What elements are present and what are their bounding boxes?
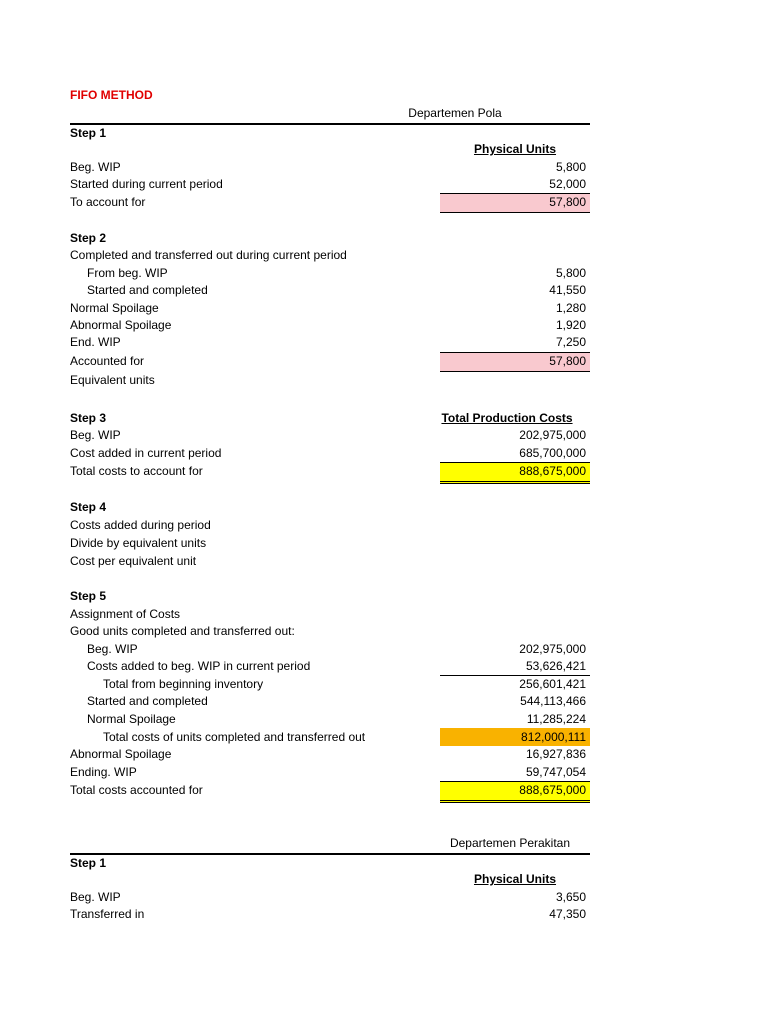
dept2-step1-header-row — [70, 870, 590, 888]
row-value: 202,975,000 — [519, 642, 586, 656]
table-row — [70, 745, 590, 763]
dept1-step3-col-header: Total Production Costs — [441, 411, 573, 425]
row-label: Transferred in — [70, 907, 145, 921]
row-label: Total costs of units completed and transferred out — [103, 730, 366, 744]
table-row — [70, 534, 590, 552]
row-label: Total costs accounted for — [70, 783, 203, 797]
row-label: Total from beginning inventory — [103, 677, 264, 691]
row-value: 1,920 — [555, 318, 586, 332]
row-label: Ending. WIP — [70, 765, 137, 779]
table-row — [70, 333, 590, 351]
dept1-step5-heading-row — [70, 587, 590, 605]
dept1-step2-heading: Step 2 — [70, 231, 107, 245]
dept1-step3-heading-row — [70, 409, 590, 427]
dept1-step1-heading: Step 1 — [70, 126, 107, 140]
table-row — [70, 426, 590, 444]
table-row — [70, 710, 590, 728]
table-row-total — [70, 193, 590, 211]
table-row-total — [70, 462, 590, 480]
row-label: End. WIP — [70, 335, 121, 349]
table-row — [70, 516, 590, 534]
table-row — [70, 246, 590, 264]
table-row-total — [70, 352, 590, 370]
table-row — [70, 640, 590, 658]
dept1-step1-col-header: Physical Units — [473, 142, 557, 156]
row-label: Beg. WIP — [87, 642, 138, 656]
table-row — [70, 692, 590, 710]
table-row-subtotal — [70, 728, 590, 746]
row-label: Cost per equivalent unit — [70, 554, 197, 568]
row-value: 57,800 — [549, 354, 586, 368]
row-label: Completed and transferred out during current period — [70, 248, 347, 262]
table-row — [70, 316, 590, 334]
row-label: Cost added in current period — [70, 446, 222, 460]
row-value: 256,601,421 — [519, 677, 586, 691]
row-label: Assignment of Costs — [70, 607, 181, 621]
row-label: Costs added to beg. WIP in current period — [87, 659, 311, 673]
row-value: 5,800 — [555, 160, 586, 174]
row-value: 1,280 — [555, 301, 586, 315]
table-row — [70, 281, 590, 299]
row-value: 812,000,111 — [521, 730, 586, 744]
table-row — [70, 622, 590, 640]
row-label: Good units completed and transferred out: — [70, 624, 295, 638]
row-label: Started and completed — [87, 694, 208, 708]
row-value: 544,113,466 — [520, 694, 586, 708]
table-row-total — [70, 781, 590, 799]
row-value: 685,700,000 — [519, 446, 586, 460]
table-row — [70, 763, 590, 781]
row-label: Normal Spoilage — [70, 301, 159, 315]
row-value: 202,975,000 — [519, 428, 586, 442]
dept1-step3-heading: Step 3 — [70, 411, 107, 425]
dept1-step4-heading-row — [70, 498, 590, 516]
dept1-step4-heading: Step 4 — [70, 500, 107, 514]
table-row — [70, 888, 590, 906]
row-label: To account for — [70, 195, 146, 209]
row-label: Beg. WIP — [70, 890, 121, 904]
dept2-name: Departemen Perakitan — [449, 836, 571, 850]
dept1-step5-heading: Step 5 — [70, 589, 107, 603]
row-label: Normal Spoilage — [87, 712, 176, 726]
row-label: Equivalent units — [70, 373, 155, 387]
page-title: FIFO METHOD — [70, 88, 153, 102]
table-row — [70, 299, 590, 317]
row-label: Total costs to account for — [70, 464, 203, 478]
table-row — [70, 444, 590, 462]
dept1-step1-header-row — [70, 140, 590, 158]
table-row-subtotal — [70, 675, 590, 693]
dept1-step2-heading-row — [70, 229, 590, 247]
table-row — [70, 605, 590, 623]
row-value: 57,800 — [549, 195, 586, 209]
row-value: 5,800 — [555, 266, 586, 280]
dept2-step1-heading: Step 1 — [70, 856, 107, 870]
table-row — [70, 158, 590, 176]
row-value: 16,927,836 — [525, 747, 586, 761]
dept2-step1-col-header: Physical Units — [473, 872, 557, 886]
row-label: Started during current period — [70, 177, 223, 191]
row-value: 888,675,000 — [519, 783, 586, 797]
table-row — [70, 264, 590, 282]
row-value: 888,675,000 — [519, 464, 586, 478]
table-row — [70, 657, 590, 675]
row-value: 11,285,224 — [526, 712, 586, 726]
row-label: Costs added during period — [70, 518, 211, 532]
row-label: Divide by equivalent units — [70, 536, 207, 550]
row-value: 59,747,054 — [525, 765, 586, 779]
row-value: 7,250 — [555, 335, 586, 349]
row-label: Accounted for — [70, 354, 145, 368]
row-value: 53,626,421 — [525, 659, 586, 673]
row-label: Started and completed — [87, 283, 208, 297]
row-value: 52,000 — [549, 177, 586, 191]
dept1-name: Departemen Pola — [408, 106, 502, 120]
row-value: 41,550 — [549, 283, 586, 297]
row-label: Beg. WIP — [70, 428, 121, 442]
row-label: Abnormal Spoilage — [70, 747, 172, 761]
row-label: From beg. WIP — [87, 266, 168, 280]
row-value: 47,350 — [549, 907, 586, 921]
table-row — [70, 371, 590, 389]
table-row — [70, 175, 590, 193]
table-row — [70, 552, 590, 570]
row-value: 3,650 — [555, 890, 586, 904]
row-label: Beg. WIP — [70, 160, 121, 174]
row-label: Abnormal Spoilage — [70, 318, 172, 332]
table-row — [70, 905, 590, 923]
